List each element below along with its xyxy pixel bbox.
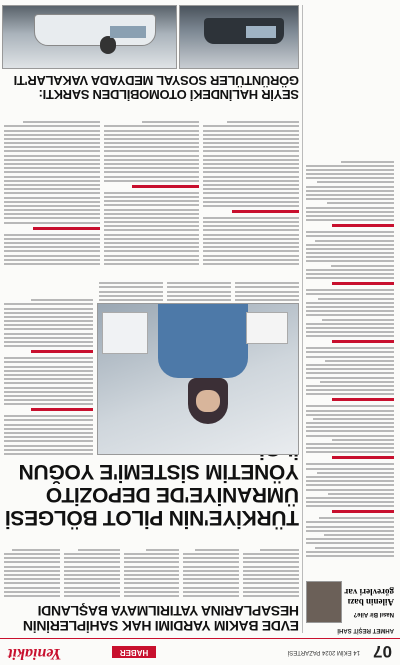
page-date: 14 EKİM 2024 PAZARTESİ [287, 649, 360, 655]
column-divider [302, 5, 303, 633]
column-headline: Ailenin bazı görevleri var [344, 587, 394, 607]
section-label: HABER [112, 646, 156, 658]
newspaper-logo: Yeniakit [8, 645, 62, 662]
article2-headline-line2: ÜMRANİYE'DE DEPOZİTO [46, 483, 299, 506]
column-body-text [306, 158, 394, 557]
article1-headline-line1: EVDE BAKIM YARDIMI HAK SAHİPLERİNİN [23, 618, 299, 634]
column-author-name: AHMET REŞİT SAHİ [337, 627, 394, 633]
column-title: Nasıl Bir Aile? [353, 611, 394, 617]
article2-headline-line3: YÖNETİM SİSTEMİ'E YOĞUN [18, 460, 299, 483]
article1-body [4, 537, 299, 597]
article2-body-lower [99, 275, 299, 301]
article-deposit-system [4, 273, 299, 529]
article3-body-upper [4, 107, 299, 265]
opinion-column [306, 5, 394, 633]
page-number: 07 [373, 642, 392, 661]
page-header [0, 638, 400, 665]
article3-photo-right [2, 5, 177, 69]
article2-photo [97, 303, 299, 455]
article-car-incident [4, 3, 299, 265]
article3-photo-left [179, 5, 299, 69]
article3-headline-line1: SEYİR HALİNDEKİ OTOMOBİLDEN SARKTI: [38, 87, 299, 102]
article3-headline-line2: GÖRÜNTÜLER SOSYAL MEDYADA VAKALAR'TI [13, 73, 299, 88]
article2-body [4, 277, 93, 455]
article1-headline-line2: HESAPLARINA YATIRILMAYA BAŞLANDI [37, 603, 299, 619]
article-care-payments [4, 533, 299, 633]
article2-headline-line1: TÜRKİYE'NİN PİLOT BÖLGESİ [5, 506, 299, 529]
columnist-photo [306, 581, 342, 623]
